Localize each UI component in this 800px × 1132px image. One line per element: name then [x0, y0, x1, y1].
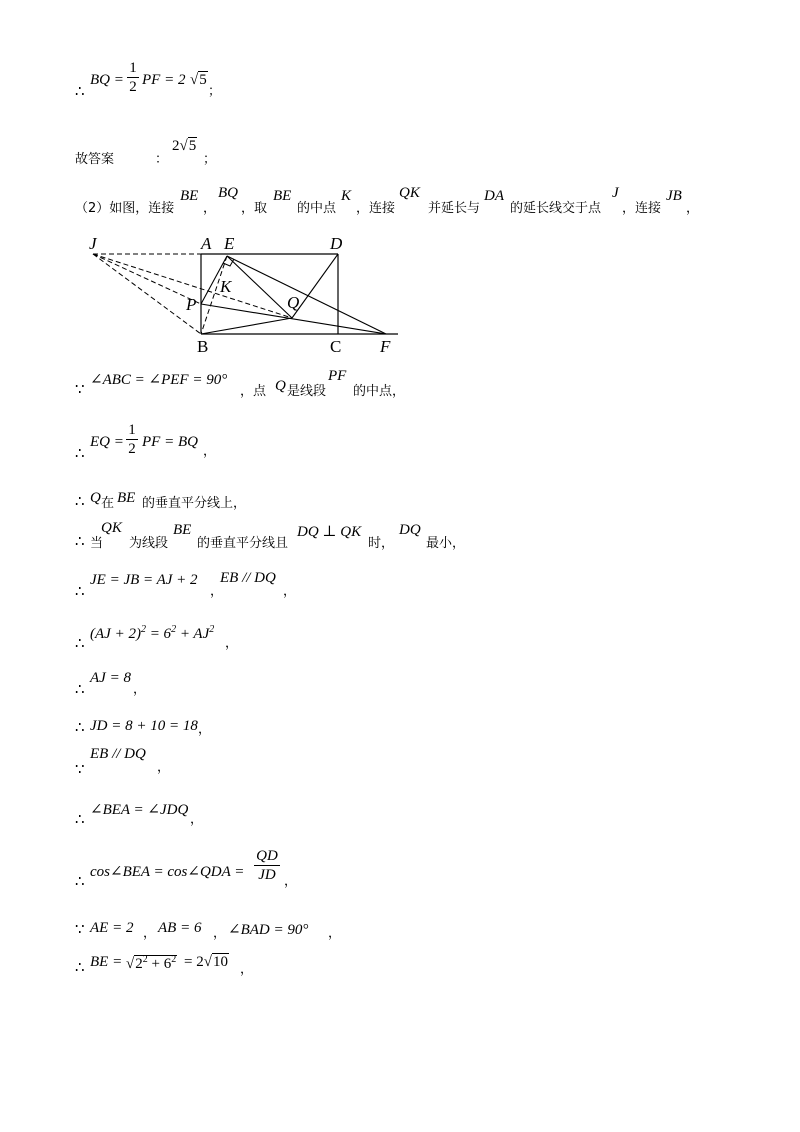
math-be: BE: [173, 522, 192, 538]
math-parallel: EB // DQ: [220, 570, 276, 586]
math-j: J: [612, 185, 619, 201]
math-bq: BQ: [218, 185, 238, 201]
label-q: Q: [287, 293, 300, 312]
text-segment: 的中点: [297, 201, 337, 216]
text-segment: 是线段: [287, 384, 327, 399]
text-segment: ，点: [240, 384, 267, 399]
math-ab: AB = 6: [158, 920, 202, 936]
solution-line-5: [0, 422, 800, 470]
math-jb: JB: [666, 188, 682, 204]
math-equation: JE = JB = AJ + 2: [90, 572, 198, 588]
therefore-symbol: ∴: [75, 634, 85, 652]
math-be: BE =: [90, 954, 123, 970]
fraction-half: [127, 60, 139, 95]
punctuation: ，: [133, 682, 147, 697]
because-symbol: ∵: [75, 920, 85, 938]
math-be: BE: [117, 490, 136, 506]
text-segment: 当: [90, 536, 104, 551]
math-be: BE: [273, 188, 292, 204]
text-segment: ，连接: [356, 201, 396, 216]
therefore-symbol: ∴: [75, 444, 85, 462]
fraction-numerator: 1: [128, 422, 136, 438]
text-segment: （2）如图，连接: [75, 201, 175, 216]
label-c: C: [330, 337, 342, 356]
punctuation: ，: [157, 760, 171, 775]
math-pf: PF = 2: [142, 72, 186, 88]
label-d: D: [330, 234, 343, 253]
math-bq: BQ =: [90, 72, 124, 88]
solution-line-9: [0, 622, 800, 662]
label-k: K: [220, 277, 232, 296]
math-eq: EQ =: [90, 434, 124, 450]
label-f: F: [380, 337, 391, 356]
punctuation: ，: [283, 584, 297, 599]
punctuation: ，: [143, 926, 157, 941]
math-angle: ∠BAD = 90°: [228, 922, 309, 938]
exponent: 2: [171, 954, 177, 965]
answer-line: [0, 138, 800, 178]
math-cos-equation: cos∠BEA = cos∠QDA =: [90, 864, 245, 880]
text-segment: 最小，: [426, 536, 466, 551]
rhs: + AJ: [176, 626, 210, 642]
math-equation: JD = 8 + 10 = 18: [90, 718, 198, 734]
punctuation: ，: [213, 926, 227, 941]
solution-line-4: [0, 368, 800, 408]
math-angle-equation: ∠ABC = ∠PEF = 90°: [90, 372, 228, 388]
therefore-symbol: ∴: [75, 582, 85, 600]
text-segment: 时，: [368, 536, 395, 551]
punctuation: ，: [240, 962, 254, 977]
exponent: 2: [142, 954, 148, 965]
math-da: DA: [484, 188, 504, 204]
text-segment: 的中点，: [353, 384, 406, 399]
label-b: B: [197, 337, 209, 356]
math-equation: [90, 624, 214, 643]
part-2-intro: [0, 185, 800, 225]
solution-line-13: [0, 796, 800, 836]
punctuation: ，: [190, 812, 204, 827]
text-segment: ，连接: [622, 201, 662, 216]
therefore-symbol: ∴: [75, 810, 85, 828]
therefore-symbol: ∴: [75, 532, 85, 550]
term: 2: [135, 956, 143, 972]
fraction-denominator: 2: [128, 441, 136, 457]
answer-label: 故答案: [75, 152, 115, 167]
fraction-denominator: 2: [129, 79, 137, 95]
solution-line-16: [0, 952, 800, 992]
fraction-qd-jd: [254, 848, 280, 883]
therefore-symbol: ∴: [75, 492, 85, 510]
math-pf: PF: [328, 368, 347, 384]
therefore-symbol: ∴: [75, 872, 85, 890]
therefore-symbol: ∴: [75, 958, 85, 976]
because-symbol: ∵: [75, 380, 85, 398]
text-segment: 并延长与: [428, 201, 481, 216]
text-segment: 的延长线交于点: [510, 201, 602, 216]
colon: ：: [155, 152, 169, 167]
radicand: 5: [199, 72, 207, 88]
punctuation: ，: [203, 201, 217, 216]
answer-value: 2√5: [172, 138, 197, 154]
fraction-numerator: QD: [256, 848, 278, 864]
because-symbol: ∵: [75, 760, 85, 778]
label-e: E: [224, 234, 235, 253]
punctuation: ，: [225, 636, 239, 651]
math-qk: QK: [101, 520, 122, 536]
coefficient: 2: [172, 138, 180, 154]
math-q: Q: [90, 490, 101, 506]
math-ae: AE = 2: [90, 920, 134, 936]
solution-line-10: [0, 668, 800, 708]
punctuation: ，: [284, 874, 298, 889]
text-segment: 为线段: [129, 536, 169, 551]
punctuation: ；: [208, 84, 222, 99]
math-perpendicular: DQ ⊥ QK: [297, 524, 362, 540]
sqrt-sum: $√2^2 + 6^2$: [126, 954, 177, 972]
label-j: J: [89, 234, 97, 253]
text-segment: ，取: [241, 201, 268, 216]
solution-line-7: [0, 520, 800, 560]
punctuation: ，: [328, 926, 342, 941]
punctuation: ，: [203, 444, 217, 459]
exponent: 2: [209, 624, 215, 635]
solution-line-1: [0, 60, 800, 108]
text-segment: 的垂直平分线上，: [142, 496, 247, 511]
math-be: BE: [180, 188, 199, 204]
coefficient: = 2: [184, 954, 204, 970]
math-k: K: [341, 188, 352, 204]
text-segment: 的垂直平分线且: [197, 536, 289, 551]
therefore-symbol: ∴: [75, 718, 85, 736]
mid: = 6: [145, 626, 172, 642]
lhs: (AJ + 2): [90, 626, 141, 642]
radicand: 10: [212, 954, 228, 970]
therefore-symbol: ∴: [75, 82, 85, 100]
radicand: 5: [188, 138, 197, 154]
exponent: 2: [140, 624, 146, 635]
fraction-numerator: 1: [129, 60, 137, 76]
fraction-denominator: JD: [258, 867, 276, 883]
geometry-figure: [80, 230, 410, 360]
solution-line-12: [0, 744, 800, 784]
math-parallel: EB // DQ: [90, 746, 146, 762]
sqrt-expression: √5: [190, 72, 207, 88]
punctuation: ；: [203, 152, 217, 167]
sqrt-result: = 2√10: [184, 954, 228, 970]
solution-line-8: [0, 570, 800, 610]
math-rest: PF = BQ: [142, 434, 198, 450]
label-a: A: [201, 234, 212, 253]
math-qk: QK: [399, 185, 420, 201]
math-angle-equation: ∠BEA = ∠JDQ: [90, 802, 189, 818]
math-dq: DQ: [399, 522, 421, 538]
label-p: P: [186, 295, 197, 314]
term: + 6: [147, 956, 172, 972]
math-equation: AJ = 8: [90, 670, 131, 686]
text-segment: 在: [101, 496, 115, 511]
punctuation: ，: [198, 722, 212, 737]
fraction-half: [126, 422, 138, 457]
solution-line-14: [0, 848, 800, 902]
punctuation: ，: [686, 201, 700, 216]
punctuation: ，: [210, 584, 224, 599]
therefore-symbol: ∴: [75, 680, 85, 698]
math-q: Q: [275, 378, 286, 394]
exponent: 2: [171, 624, 177, 635]
